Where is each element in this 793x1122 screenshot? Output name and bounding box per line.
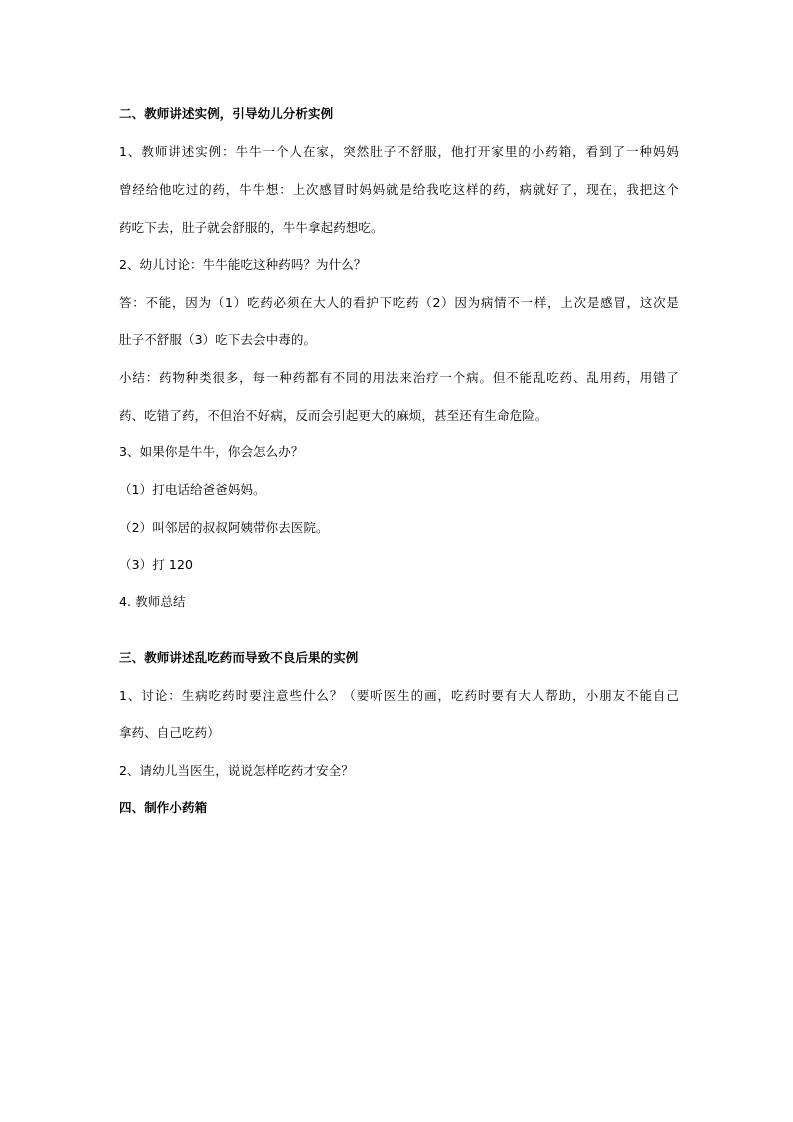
doctor-roleplay-question: 2、请幼儿当医生，说说怎样吃药才安全？: [119, 763, 354, 778]
example-text-line-2: 曾经给他吃过的药，牛牛想：上次感冒时妈妈就是给我吃这样的药，病就好了，现在，我把这个: [119, 182, 679, 197]
option-3: （3）打 120: [119, 557, 194, 572]
section-4-heading: 四、制作小药箱: [119, 800, 208, 815]
summary-line-2: 药、吃错了药，不但治不好病，反而会引起更大的麻烦，甚至还有生命危险。: [119, 408, 548, 423]
example-text-line-3: 药吃下去，肚子就会舒服的，牛牛拿起药想吃。: [119, 220, 384, 235]
discussion-line-2: 拿药、自己吃药）: [119, 725, 220, 740]
discussion-line-1: 1、讨论：生病吃药时要注意些什么？（要听医生的画，吃药时要有大人帮助，小朋友不能自己: [119, 688, 679, 703]
section-3-heading: 三、教师讲述乱吃药而导致不良后果的实例: [119, 650, 359, 665]
option-1: （1）打电话给爸爸妈妈。: [119, 482, 266, 497]
example-text-line-1: 1、教师讲述实例：牛牛一个人在家，突然肚子不舒服，他打开家里的小药箱，看到了一种妈妈: [119, 144, 679, 159]
answer-line-1: 答：不能，因为（1）吃药必须在大人的看护下吃药（2）因为病情不一样，上次是感冒，这次是: [119, 295, 679, 310]
teacher-summary: 4. 教师总结: [119, 594, 186, 609]
discussion-question: 2、幼儿讨论：牛牛能吃这种药吗？为什么？: [119, 257, 367, 272]
summary-line-1: 小结：药物种类很多，每一种药都有不同的用法来治疗一个病。但不能乱吃药、乱用药，用错了: [119, 370, 679, 385]
answer-line-2: 肚子不舒服（3）吃下去会中毒的。: [119, 332, 317, 347]
what-would-you-do-question: 3、如果你是牛牛，你会怎么办？: [119, 444, 304, 459]
option-2: （2）叫邻居的叔叔阿姨带你去医院。: [119, 520, 329, 535]
section-2-heading: 二、教师讲述实例，引导幼儿分析实例: [119, 106, 334, 121]
